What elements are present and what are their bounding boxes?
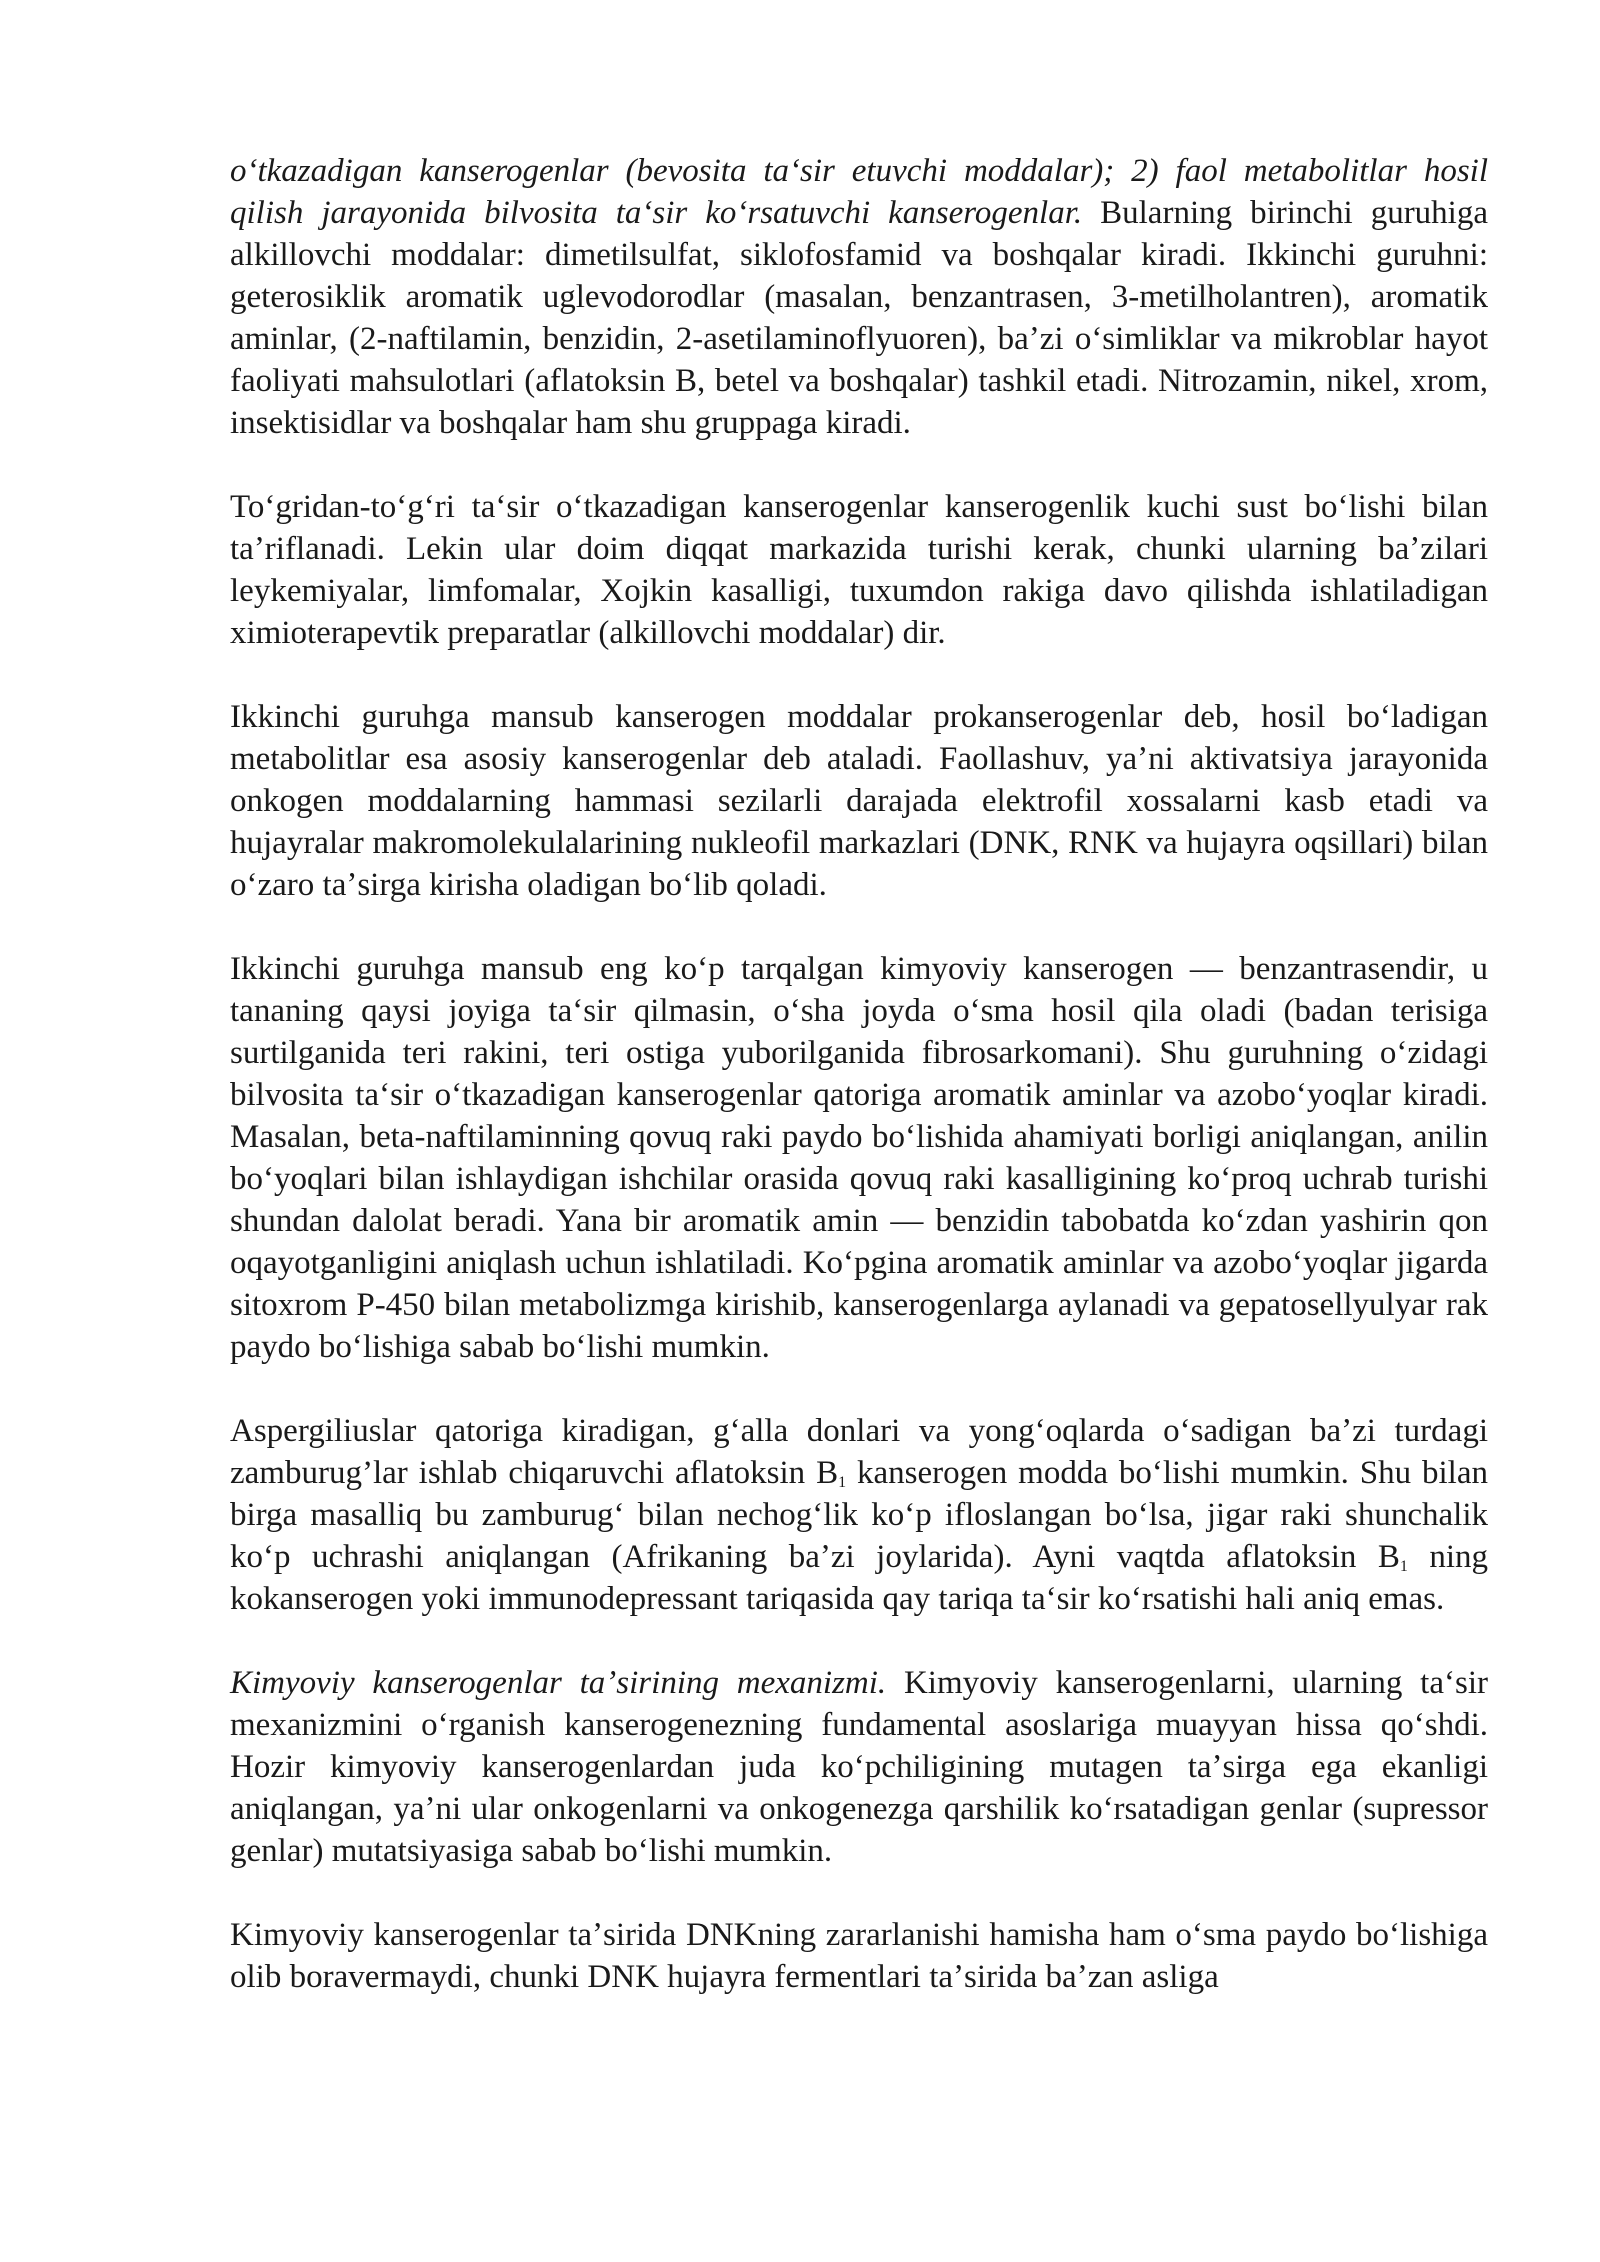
- paragraph-text: Ikkinchi guruhga mansub kanserogen moddalar prokanserogenlar deb, hosil boʻladigan metabolitlar esa asosiy kanserogenlar deb ataladi. Faollashuv, yaʼni aktivatsiya jarayonida onkogen moddalarning hammasi sezilarli darajada elektrofil xossalarni kasb etadi va hujayralar makromolekulalarining nukleofil markazlari (DNK, RNK va hujayra oqsillari) bilan oʻzaro taʼsirga kirisha oladigan boʻlib qoladi.: [230, 699, 1488, 903]
- paragraph-carcinogen-groups: [230, 150, 1488, 444]
- paragraph-text: Ikkinchi guruhga mansub eng koʻp tarqalgan kimyoviy kanserogen — benzantrasendir, u tananing qaysi joyiga taʻsir qilmasin, oʻsha joyda oʻsma hosil qila oladi (badan terisiga surtilganida teri rakini, teri ostiga yuborilganida fibrosarkomani). Shu guruhning oʻzidagi bilvosita taʻsir oʻtkazadigan kanserogenlar qatoriga aromatik aminlar va azoboʻyoqlar kiradi. Masalan, beta-naftilaminning qovuq raki paydo boʻlishida ahamiyati borligi aniqlangan, anilin boʻyoqlari bilan ishlaydigan ishchilar orasida qovuq raki kasalligining koʻproq uchrab turishi shundan dalolat beradi. Yana bir aromatik amin — benzidin tabobatda koʻzdan yashirin qon oqayotganligini aniqlash uchun ishlatiladi. Koʻpgina aromatik aminlar va azoboʻyoqlar jigarda sitoxrom P-450 bilan metabolizmga kirishib, kanserogenlarga aylanadi va gepatosellyulyar rak paydo boʻlishiga sabab boʻlishi mumkin.: [230, 951, 1488, 1365]
- paragraph-italic-lead: Kimyoviy kanserogenlar taʼsirining mexanizmi.: [230, 1665, 887, 1701]
- document-page: [230, 150, 1488, 1998]
- paragraph-italic-lead: oʻtkazadigan kanserogenlar (bevosita taʻsir etuvchi moddalar); 2) faol metabolitlar hosil qilish jarayonida bilvosita taʻsir koʻrsatuvchi kanserogenlar.: [230, 153, 1488, 231]
- paragraph-text: Kimyoviy kanserogenlarni, ularning taʻsir mexanizmini oʻrganish kanserogenezning fundamental asoslariga muayyan hissa qoʻshdi. Hozir kimyoviy kanserogenlardan juda koʻpchiligining mutagen taʼsirga ega ekanligi aniqlangan, yaʼni ular onkogenlarni va onkogenezga qarshilik koʻrsatadigan genlar (supressor genlar) mutatsiyasiga sabab boʻlishi mumkin.: [230, 1665, 1488, 1869]
- paragraph-text: kanserogen modda boʻlishi mumkin. Shu bilan birga masalliq bu zamburugʻ bilan nechogʻlik koʻp ifloslangan boʻlsa, jigar raki shunchalik koʻp uchrashi aniqlangan (Afrikaning baʼzi joylarida). Ayni vaqtda aflatoksin B: [230, 1455, 1488, 1575]
- paragraph-text: Toʻgridan-toʻgʻri taʻsir oʻtkazadigan kanserogenlar kanserogenlik kuchi sust boʻlishi bilan taʼriflanadi. Lekin ular doim diqqat markazida turishi kerak, chunki ularning baʼzilari leykemiyalar, limfomalar, Xojkin kasalligi, tuxumdon rakiga davo qilishda ishlatiladigan ximioterapevtik preparatlar (alkillovchi moddalar) dir.: [230, 489, 1488, 651]
- paragraph-direct-carcinogens: [230, 486, 1488, 654]
- subscript-1: 1: [838, 1474, 847, 1491]
- paragraph-text: Aspergiliuslar qatoriga kiradigan, gʻalla donlari va yongʻoqlarda oʻsadigan baʼzi turdagi zamburug’lar ishlab chiqaruvchi aflatoksin B: [230, 1413, 1488, 1491]
- paragraph-mechanism: [230, 1662, 1488, 1872]
- subscript-1: 1: [1399, 1558, 1408, 1575]
- paragraph-aflatoxin: [230, 1410, 1488, 1620]
- paragraph-procarcinogens: [230, 696, 1488, 906]
- paragraph-text: Kimyoviy kanserogenlar taʼsirida DNKning zararlanishi hamisha ham oʻsma paydo boʻlishiga olib boravermaydi, chunki DNK hujayra fermentlari taʼsirida baʼzan asliga: [230, 1917, 1488, 1995]
- paragraph-text: ning kokanserogen yoki immunodepressant tariqasida qay tariqa taʻsir koʻrsatishi hali aniq emas.: [230, 1539, 1489, 1617]
- paragraph-benzanthracene: [230, 948, 1488, 1368]
- paragraph-text: Bularning birinchi guruhiga alkillovchi moddalar: dimetilsulfat, siklofosfamid va boshqalar kiradi. Ikkinchi guruhni: geterosiklik aromatik uglevodorodlar (masalan, benzantrasen, 3-metilholantren), aromatik aminlar, (2-naftilamin, benzidin, 2-asetilaminoflyuoren), baʼzi oʻsimliklar va mikroblar hayot faoliyati mahsulotlari (aflatoksin B, betel va boshqalar) tashkil etadi. Nitrozamin, nikel, xrom, insektisidlar va boshqalar ham shu gruppaga kiradi.: [230, 195, 1488, 441]
- paragraph-dna-damage: [230, 1914, 1488, 1998]
